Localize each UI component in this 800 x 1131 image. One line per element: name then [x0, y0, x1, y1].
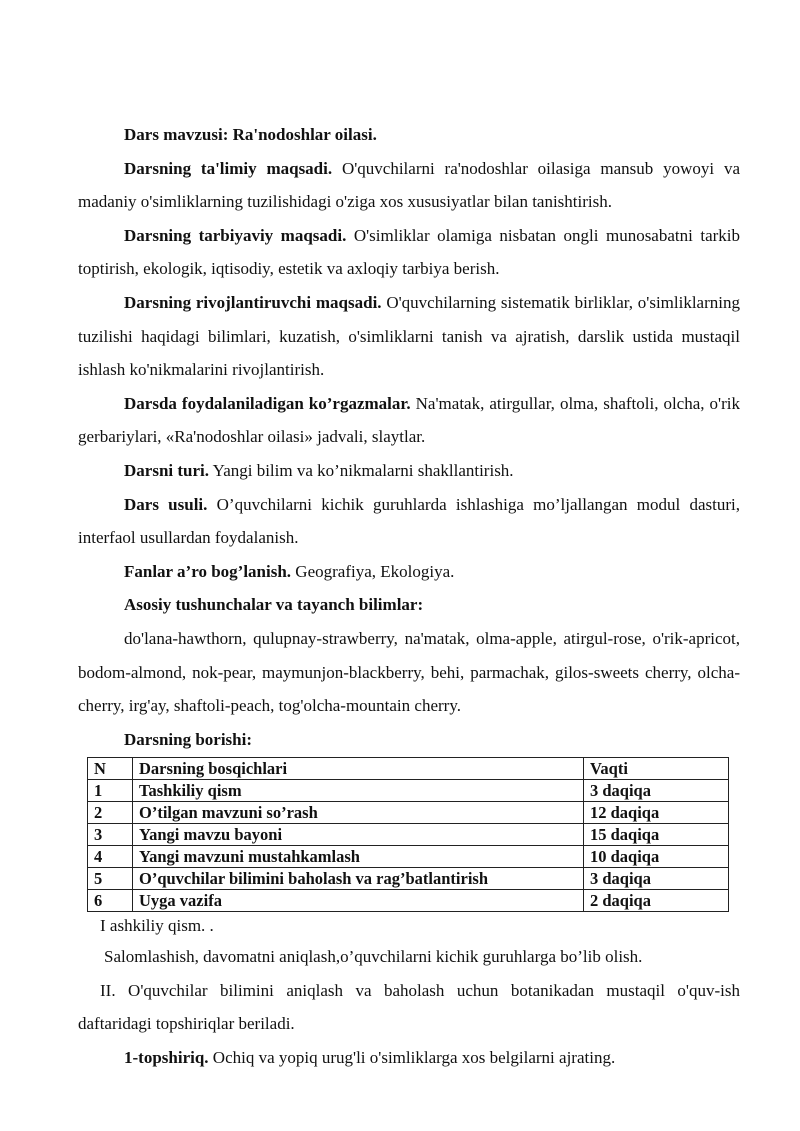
method-label: Dars usuli. — [124, 494, 208, 514]
table-row — [88, 846, 729, 868]
table-header-cell: N — [88, 758, 133, 780]
table-row — [88, 824, 729, 846]
table-cell-stage: Yangi mavzuni mustahkamlash — [133, 846, 584, 868]
table-header-row — [88, 758, 729, 780]
lesson-type-paragraph — [78, 454, 740, 488]
interdisciplinary-label: Fanlar a’ro bog’lanish. — [124, 561, 292, 581]
upbringing-goal-paragraph — [78, 219, 740, 286]
table-cell-time: 12 daqiqa — [584, 802, 729, 824]
table-cell-stage: Yangi mavzu bayoni — [133, 824, 584, 846]
table-cell-stage: Tashkiliy qism — [133, 780, 584, 802]
table-row — [88, 868, 729, 890]
task1-text: Ochiq va yopiq urug'li o'simliklarga xos belgilarni ajrating. — [208, 1048, 616, 1068]
document-page — [78, 118, 740, 1075]
table-row — [88, 780, 729, 802]
progress-paragraph — [78, 723, 740, 757]
table-cell-time: 3 daqiqa — [584, 780, 729, 802]
table-cell-stage: O’tilgan mavzuni so’rash — [133, 802, 584, 824]
table-cell-number: 5 — [88, 868, 133, 890]
lesson-type-label: Darsni turi. — [124, 460, 209, 480]
greeting-paragraph: Salomlashish, davomatni aniqlash,o’quvchilarni kichik guruhlarga bo’lib olish. — [104, 947, 643, 967]
visual-aids-paragraph — [78, 387, 740, 454]
lesson-plan-table — [87, 757, 729, 912]
method-paragraph — [78, 488, 740, 555]
lesson-type-text: Yangi bilim va ko’nikmalarni shakllantirish. — [209, 460, 514, 480]
method-text: O’quvchilarni kichik guruhlarda ishlashiga mo’ljallangan modul dasturi, interfaol usullardan foydalanish. — [78, 494, 740, 548]
table-cell-number: 2 — [88, 802, 133, 824]
table-cell-number: 4 — [88, 846, 133, 868]
concepts-label: Asosiy tushunchalar va tayanch bilimlar: — [124, 595, 424, 615]
knowledge-check-paragraph: II. O'quvchilar bilimini aniqlash va baholash uchun botanikadan mustaqil o'quv-ish daftaridagi topshiriqlar beriladi. — [78, 980, 740, 1034]
progress-label: Darsning borishi: — [124, 729, 252, 749]
visual-aids-label: Darsda foydalaniladigan ko’rgazmalar. — [124, 393, 411, 413]
table-cell-number: 6 — [88, 890, 133, 912]
developmental-goal-label: Darsning rivojlantiruvchi maqsadi. — [124, 292, 382, 312]
table-cell-stage: O’quvchilar bilimini baholash va rag’batlantirish — [133, 868, 584, 890]
visual-aids-text: Na'matak, atirgullar, olma, shaftoli, olcha, o'rik gerbariylari, «Ra'nodoshlar oilasi» jadvali, slaytlar. — [78, 393, 740, 447]
table-cell-time: 10 daqiqa — [584, 846, 729, 868]
educational-goal-text: O'quvchilarni ra'nodoshlar oilasiga mansub yowoyi va madaniy o'simliklarning tuzilishidagi o'ziga xos xususiyatlar bilan tanishtirish. — [78, 158, 740, 212]
organizational-part-heading: I ashkiliy qism. . — [100, 916, 214, 936]
developmental-goal-text: O'quvchilarning sistematik birliklar, o'simliklarning tuzilishi haqidagi bilimlari, kuzatish, o'simliklarni tanish va ajratish, darslik ustida mustaqil ishlash ko'nikmalarini rivojlantirish. — [78, 292, 740, 380]
developmental-goal-paragraph — [78, 286, 740, 387]
table-cell-stage: Uyga vazifa — [133, 890, 584, 912]
vocabulary-paragraph: do'lana-hawthorn, qulupnay-strawberry, na'matak, olma-apple, atirgul-rose, o'rik-apricot, bodom-almond, nok-pear, maymunjon-blackberry, behi, parmachak, gilos-sweets cherry, olcha-cherry, irg'ay, shaftoli-peach, tog'olcha-mountain cherry. — [78, 628, 740, 716]
table-header-cell: Vaqti — [584, 758, 729, 780]
table-cell-number: 3 — [88, 824, 133, 846]
task1-label: 1-topshiriq. — [124, 1048, 209, 1068]
table-cell-time: 2 daqiqa — [584, 890, 729, 912]
concepts-paragraph — [78, 588, 740, 622]
upbringing-goal-text: O'simliklar olamiga nisbatan ongli munosabatni tarkib toptirish, ekologik, iqtisodiy, estetik va axloqiy tarbiya berish. — [78, 225, 740, 279]
table-row — [88, 802, 729, 824]
table-row — [88, 890, 729, 912]
table-cell-number: 1 — [88, 780, 133, 802]
task1-paragraph — [78, 1041, 740, 1075]
topic-label: Dars mavzusi: Ra'nodoshlar oilasi. — [124, 125, 377, 144]
interdisciplinary-text: Geografiya, Ekologiya. — [291, 561, 455, 581]
table-header-cell: Darsning bosqichlari — [133, 758, 584, 780]
table-cell-time: 3 daqiqa — [584, 868, 729, 890]
educational-goal-paragraph — [78, 152, 740, 219]
topic-paragraph — [78, 118, 740, 152]
upbringing-goal-label: Darsning tarbiyaviy maqsadi. — [124, 225, 347, 245]
table-cell-time: 15 daqiqa — [584, 824, 729, 846]
educational-goal-label: Darsning ta'limiy maqsadi. — [124, 158, 333, 178]
interdisciplinary-paragraph — [78, 555, 740, 589]
